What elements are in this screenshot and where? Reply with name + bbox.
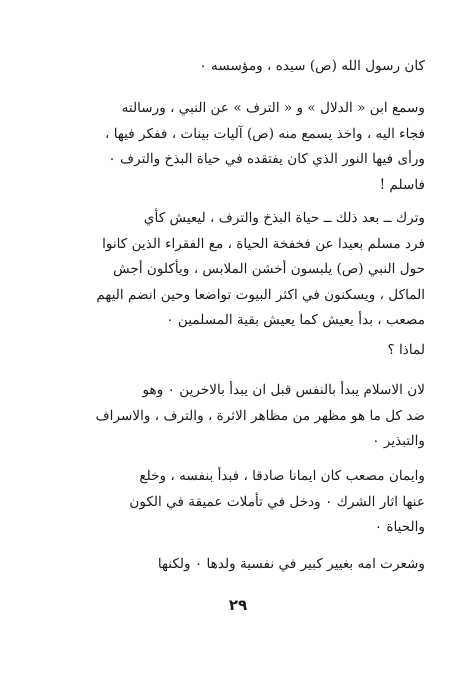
text-line: ضد كل ما هو مظهر من مظاهر الاثرة ، والترف ، والاسراف [95,407,425,424]
text-line: فجاء اليه ، واخذ يسمع منه (ص) آليات بينات ، ففكر فيها ، [104,125,425,142]
text-line: كان رسول الله (ص) سيده ، ومؤسسه ٠ [199,58,425,74]
paragraph-5 [60,378,425,455]
text-line: وترك ــ بعد ذلك ــ حياة البذخ والترف ، ليعيش كأي [143,210,425,226]
paragraph-3 [60,206,425,334]
text-line: حول النبي (ص) يلبسون أخشن الملابس ، ويأكلون أجش [113,261,425,277]
text-line: لماذا ؟ [387,342,425,358]
paragraph-4 [60,338,425,364]
paragraph-1 [60,54,425,80]
text-line: والحياة ٠ [374,519,425,535]
text-line: فاسلم ! [379,176,425,193]
text-line: وايمان مصعب كان ايمانا صادقا ، فبدأ بنفسه ، وخلع [139,468,425,484]
paragraph-7 [60,552,425,578]
text-line: لان الاسلام يبدأ بالنفس قبل ان يبدأ بالاخرين ٠ وهو [142,382,425,398]
text-line: الماكل ، ويسكنون في اكثر البيوت تواضعا وحين انضم اليهم [96,286,425,303]
page-number: ٢٩ [228,596,248,614]
text-line: والتبذير ٠ [372,433,425,449]
text-line: ورأى فيها النور الذي كان يفتقده في حياة البذخ والترف ٠ [108,151,425,167]
text-line: وسمع ابن « الدلال » و « الترف » عن النبي ، ورسالته [121,100,425,116]
paragraph-2 [60,96,425,198]
text-line: عنها اثار الشرك ٠ ودخل في تأملات عميقة في الكون [129,493,425,510]
paragraph-6 [60,464,425,541]
text-line: وشعرت امه بغيير كبير في نفسية ولدها ٠ ولكنها [157,556,425,572]
text-line: مصعب ، بدأ يعيش كما يعيش بقية المسلمين ٠ [166,312,425,328]
text-line: فرد مسلم بعيدا عن فخفخة الحياة ، مع الفقراء الذين كانوا [102,235,425,252]
